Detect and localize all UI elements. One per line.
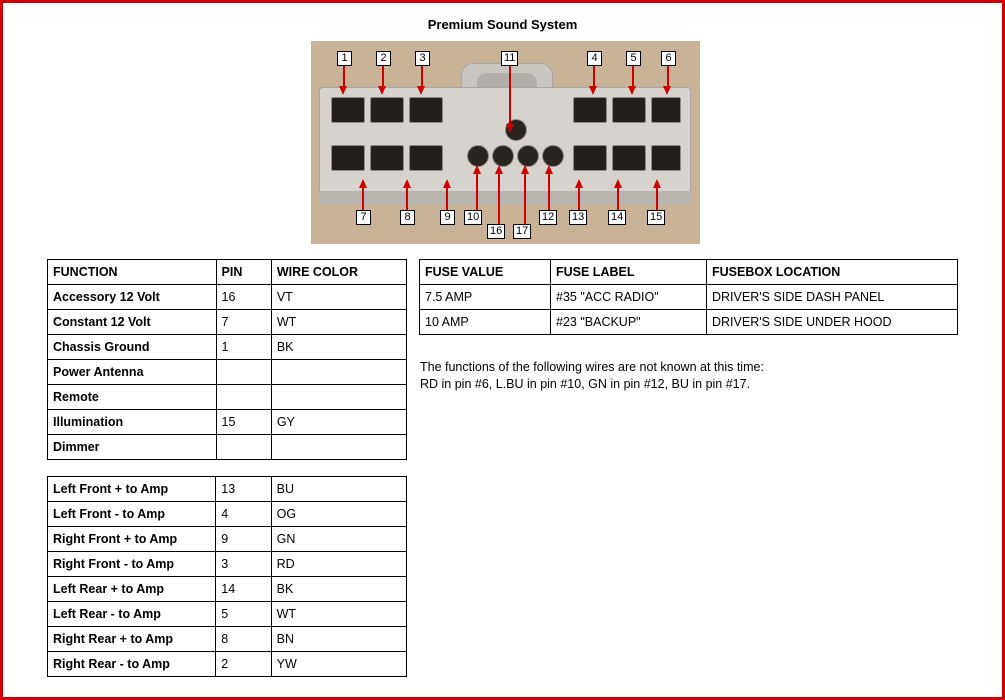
cell-pin	[216, 385, 271, 410]
pin-arrow-2	[378, 86, 386, 95]
pin-leader-line-3	[421, 66, 423, 88]
pin-arrow-12	[545, 165, 553, 174]
cell-wire-color: BK	[271, 335, 406, 360]
table-row	[420, 310, 958, 335]
cell-pin: 8	[216, 627, 271, 652]
pin-arrow-4	[589, 86, 597, 95]
cavity-13	[573, 145, 607, 171]
cavity-15	[651, 145, 681, 171]
pin-label-10: 10	[464, 210, 482, 225]
cell-wire-color: RD	[271, 552, 406, 577]
pin-label-16: 16	[487, 224, 505, 239]
pin-label-12: 12	[539, 210, 557, 225]
cell-pin	[216, 360, 271, 385]
fuse-table	[419, 259, 958, 335]
cell-function: Right Front + to Amp	[48, 527, 216, 552]
cell-fuse-label: #35 "ACC RADIO"	[551, 285, 707, 310]
cell-wire-color: GN	[271, 527, 406, 552]
table-row	[48, 652, 407, 677]
cell-pin: 15	[216, 410, 271, 435]
cell-function: Remote	[48, 385, 217, 410]
cell-fuse-value: 7.5 AMP	[420, 285, 551, 310]
cell-wire-color: BN	[271, 627, 406, 652]
cell-pin: 5	[216, 602, 271, 627]
pin-leader-line-9	[446, 188, 448, 210]
pin-leader-line-15	[656, 188, 658, 210]
pin-arrow-6	[663, 86, 671, 95]
pin-label-11: 11	[501, 51, 518, 66]
pin-label-8: 8	[400, 210, 415, 225]
cell-fuse-value: 10 AMP	[420, 310, 551, 335]
table-row	[48, 627, 407, 652]
pin-label-14: 14	[608, 210, 626, 225]
cavity-6	[651, 97, 681, 123]
cell-fuse-label: #23 "BACKUP"	[551, 310, 707, 335]
table-row	[48, 410, 407, 435]
pin-arrow-17	[521, 165, 529, 174]
cell-pin: 1	[216, 335, 271, 360]
pin-leader-line-2	[382, 66, 384, 88]
cell-wire-color	[271, 435, 406, 460]
table-row	[48, 577, 407, 602]
column-header-fuse-label: FUSE LABEL	[551, 260, 707, 285]
cavity-5	[612, 97, 646, 123]
pin-arrow-3	[417, 86, 425, 95]
cavity-7	[331, 145, 365, 171]
pin-leader-line-8	[406, 188, 408, 210]
pin-arrow-11	[506, 124, 514, 133]
cell-function: Right Rear - to Amp	[48, 652, 216, 677]
cell-function: Left Rear - to Amp	[48, 602, 216, 627]
pin-leader-line-17	[524, 174, 526, 224]
column-header-fuse-value: FUSE VALUE	[420, 260, 551, 285]
pin-arrow-7	[359, 179, 367, 188]
pin-leader-line-12	[548, 174, 550, 210]
amplifier-wiring-table	[47, 476, 407, 677]
pin-label-15: 15	[647, 210, 665, 225]
pin-label-17: 17	[513, 224, 531, 239]
cell-pin: 14	[216, 577, 271, 602]
cell-function: Illumination	[48, 410, 217, 435]
cavity-14	[612, 145, 646, 171]
pin-arrow-9	[443, 179, 451, 188]
cavity-1	[331, 97, 365, 123]
table-header-row	[420, 260, 958, 285]
cavity-16	[492, 145, 514, 167]
table-row	[48, 285, 407, 310]
cell-function: Constant 12 Volt	[48, 310, 217, 335]
table-row	[420, 285, 958, 310]
cavity-2	[370, 97, 404, 123]
table-row	[48, 552, 407, 577]
cell-wire-color: GY	[271, 410, 406, 435]
cell-wire-color	[271, 360, 406, 385]
cell-wire-color: VT	[271, 285, 406, 310]
unknown-wires-note	[420, 359, 940, 393]
column-header-pin: PIN	[216, 260, 271, 285]
cell-pin: 13	[216, 477, 271, 502]
cell-wire-color: BU	[271, 477, 406, 502]
pin-leader-line-14	[617, 188, 619, 210]
cavity-8	[370, 145, 404, 171]
cavity-9	[409, 145, 443, 171]
pin-arrow-1	[339, 86, 347, 95]
column-header-fusebox-location: FUSEBOX LOCATION	[707, 260, 958, 285]
pin-arrow-16	[495, 165, 503, 174]
cell-function: Right Front - to Amp	[48, 552, 216, 577]
cavity-12	[542, 145, 564, 167]
cell-pin: 16	[216, 285, 271, 310]
table-row	[48, 477, 407, 502]
connector-base	[319, 191, 691, 205]
cell-function: Left Front - to Amp	[48, 502, 216, 527]
table-row	[48, 602, 407, 627]
cavity-17	[517, 145, 539, 167]
pin-label-4: 4	[587, 51, 602, 66]
cell-function: Chassis Ground	[48, 335, 217, 360]
pin-leader-line-11	[509, 66, 511, 126]
cell-fusebox-location: DRIVER'S SIDE UNDER HOOD	[707, 310, 958, 335]
function-pin-table	[47, 259, 407, 460]
table-row	[48, 360, 407, 385]
pin-label-1: 1	[337, 51, 352, 66]
pin-arrow-14	[614, 179, 622, 188]
cell-wire-color: BK	[271, 577, 406, 602]
cell-function: Left Rear + to Amp	[48, 577, 216, 602]
cell-function: Dimmer	[48, 435, 217, 460]
cavity-4	[573, 97, 607, 123]
cell-function: Power Antenna	[48, 360, 217, 385]
pin-leader-line-5	[632, 66, 634, 88]
pin-label-13: 13	[569, 210, 587, 225]
cell-function: Left Front + to Amp	[48, 477, 216, 502]
pin-leader-line-6	[667, 66, 669, 88]
cell-pin: 9	[216, 527, 271, 552]
cell-wire-color: YW	[271, 652, 406, 677]
pin-label-6: 6	[661, 51, 676, 66]
cell-fusebox-location: DRIVER'S SIDE DASH PANEL	[707, 285, 958, 310]
cell-wire-color	[271, 385, 406, 410]
table-row	[48, 385, 407, 410]
cavity-10	[467, 145, 489, 167]
column-header-wire-color: WIRE COLOR	[271, 260, 406, 285]
cell-wire-color: OG	[271, 502, 406, 527]
pin-label-3: 3	[415, 51, 430, 66]
pin-arrow-5	[628, 86, 636, 95]
pin-arrow-10	[473, 165, 481, 174]
pin-arrow-8	[403, 179, 411, 188]
cell-pin	[216, 435, 271, 460]
table-row	[48, 435, 407, 460]
cell-pin: 2	[216, 652, 271, 677]
pin-arrow-15	[653, 179, 661, 188]
pin-leader-line-1	[343, 66, 345, 88]
table-row	[48, 335, 407, 360]
pin-label-7: 7	[356, 210, 371, 225]
page-title: Premium Sound System	[427, 17, 578, 32]
cell-wire-color: WT	[271, 602, 406, 627]
pin-leader-line-10	[476, 174, 478, 210]
cell-wire-color: WT	[271, 310, 406, 335]
cell-pin: 4	[216, 502, 271, 527]
table-header-row	[48, 260, 407, 285]
note-line-2: RD in pin #6, L.BU in pin #10, GN in pin #12, BU in pin #17.	[420, 377, 751, 391]
cell-function: Right Rear + to Amp	[48, 627, 216, 652]
table-row	[48, 527, 407, 552]
table-row	[48, 310, 407, 335]
cell-function: Accessory 12 Volt	[48, 285, 217, 310]
pin-label-9: 9	[440, 210, 455, 225]
cell-pin: 7	[216, 310, 271, 335]
note-line-1: The functions of the following wires are not known at this time:	[420, 360, 764, 374]
pin-leader-line-7	[362, 188, 364, 210]
pin-leader-line-4	[593, 66, 595, 88]
pin-label-5: 5	[626, 51, 641, 66]
pin-arrow-13	[575, 179, 583, 188]
pin-leader-line-16	[498, 174, 500, 224]
cavity-3	[409, 97, 443, 123]
table-row	[48, 502, 407, 527]
pin-label-2: 2	[376, 51, 391, 66]
column-header-function: FUNCTION	[48, 260, 217, 285]
pin-leader-line-13	[578, 188, 580, 210]
cell-pin: 3	[216, 552, 271, 577]
